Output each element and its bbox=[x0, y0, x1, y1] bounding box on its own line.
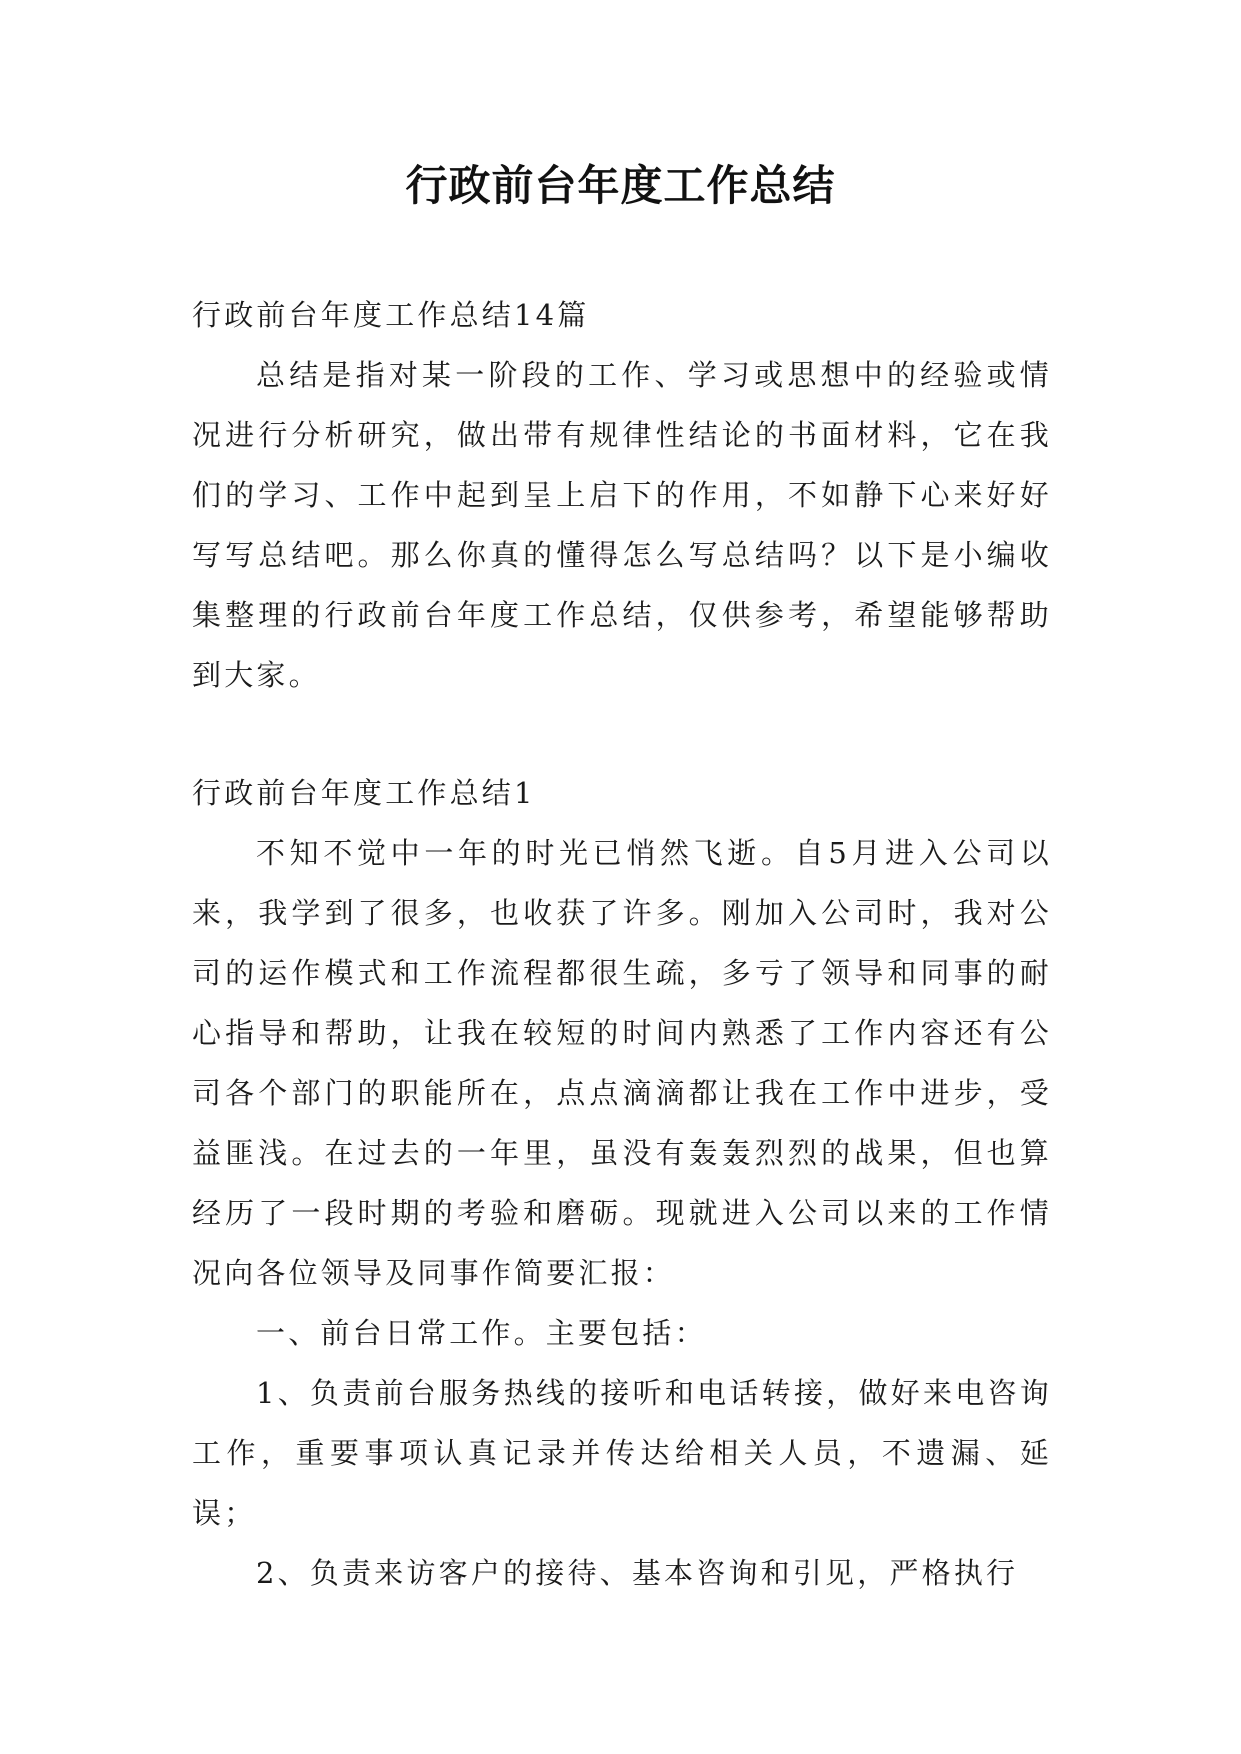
body-paragraph: 1、负责前台服务热线的接听和电话转接，做好来电咨询工作，重要事项认真记录并传达给相关人员，不遗漏、延误； bbox=[192, 1376, 1052, 1530]
document-body bbox=[192, 285, 1052, 1603]
intro-paragraph: 总结是指对某一阶段的工作、学习或思想中的经验或情况进行分析研究，做出带有规律性结论的书面材料，它在我们的学习、工作中起到呈上启下的作用，不如静下心来好好写写总结吧。那么你真的懂得怎么写总结吗？以下是小编收集整理的行政前台年度工作总结，仅供参考，希望能够帮助到大家。 bbox=[192, 358, 1052, 692]
document-title: 行政前台年度工作总结 bbox=[405, 161, 836, 210]
body-paragraph: 一、前台日常工作。主要包括： bbox=[256, 1316, 707, 1350]
paragraph-spacer bbox=[192, 705, 1052, 763]
body-paragraph: 2、负责来访客户的接待、基本咨询和引见，严格执行 bbox=[256, 1556, 1019, 1590]
section-heading: 行政前台年度工作总结1 bbox=[192, 776, 536, 810]
body-paragraph: 不知不觉中一年的时光已悄然飞逝。自5月进入公司以来，我学到了很多，也收获了许多。刚加入公司时，我对公司的运作模式和工作流程都很生疏，多亏了领导和同事的耐心指导和帮助，让我在较短的时间内熟悉了工作内容还有公司各个部门的职能所在，点点滴滴都让我在工作中进步，受益匪浅。在过去的一年里，虽没有轰轰烈烈的战果，但也算经历了一段时期的考验和磨砺。现就进入公司以来的工作情况向各位领导及同事作简要汇报： bbox=[192, 836, 1052, 1290]
document-subtitle: 行政前台年度工作总结14篇 bbox=[192, 298, 590, 332]
